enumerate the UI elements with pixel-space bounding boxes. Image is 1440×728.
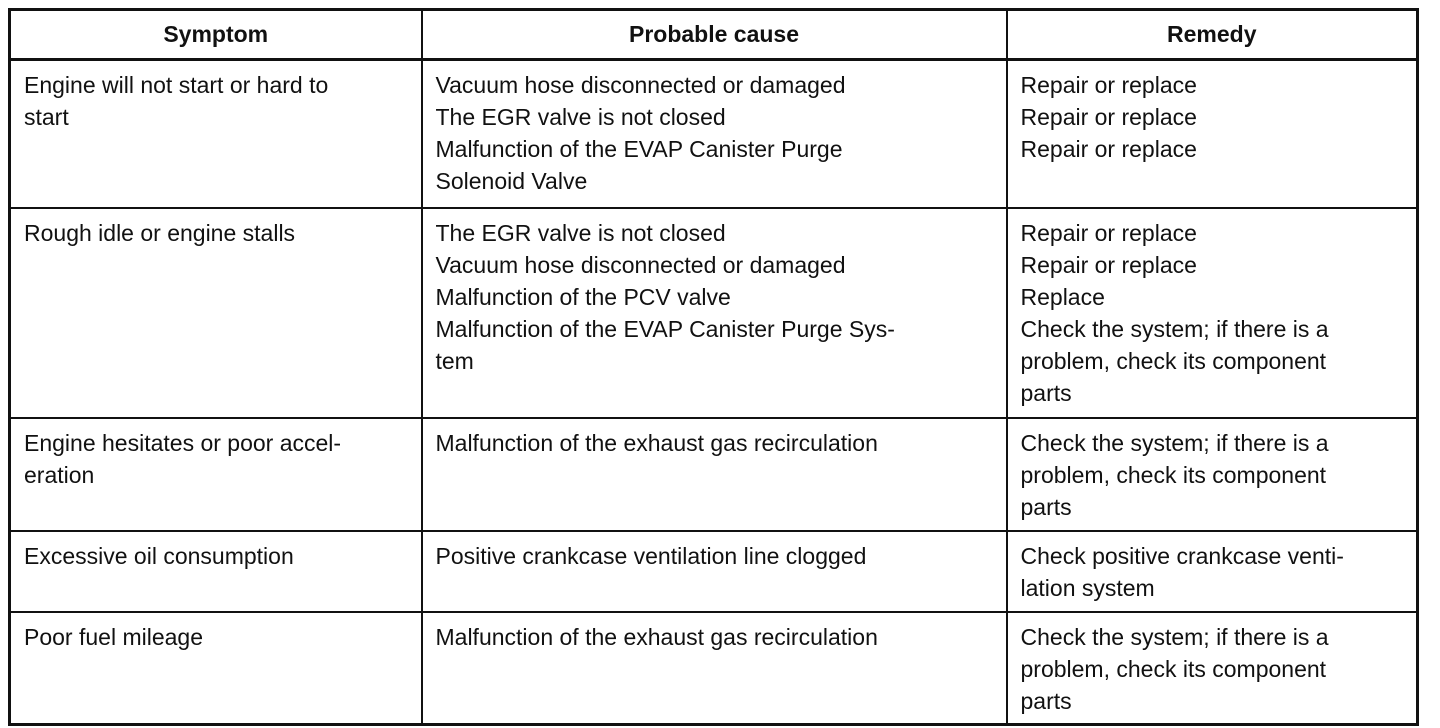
probable-cause-cell: Malfunction of the exhaust gas recirculation	[422, 612, 1007, 725]
header-remedy: Remedy	[1007, 10, 1418, 60]
troubleshooting-table	[8, 8, 1419, 726]
table-row	[10, 418, 1418, 531]
remedy-cell: Check positive crankcase venti- lation system	[1007, 531, 1418, 612]
probable-cause-cell: Vacuum hose disconnected or damaged The EGR valve is not closed Malfunction of the EVAP Canister Purge Solenoid Valve	[422, 60, 1007, 208]
remedy-cell: Check the system; if there is a problem, check its component parts	[1007, 418, 1418, 531]
symptom-cell: Rough idle or engine stalls	[10, 208, 422, 418]
probable-cause-cell: The EGR valve is not closed Vacuum hose disconnected or damaged Malfunction of the PCV valve Malfunction of the EVAP Canister Purge Sys- tem	[422, 208, 1007, 418]
troubleshooting-table-container	[8, 8, 1416, 726]
probable-cause-cell: Malfunction of the exhaust gas recirculation	[422, 418, 1007, 531]
table-row	[10, 60, 1418, 208]
symptom-cell: Engine hesitates or poor accel- eration	[10, 418, 422, 531]
header-probable-cause: Probable cause	[422, 10, 1007, 60]
symptom-cell: Engine will not start or hard to start	[10, 60, 422, 208]
table-row	[10, 612, 1418, 725]
remedy-cell: Repair or replace Repair or replace Repair or replace	[1007, 60, 1418, 208]
remedy-cell: Check the system; if there is a problem, check its component parts	[1007, 612, 1418, 725]
table-row	[10, 531, 1418, 612]
symptom-cell: Poor fuel mileage	[10, 612, 422, 725]
table-header-row	[10, 10, 1418, 60]
remedy-cell: Repair or replace Repair or replace Replace Check the system; if there is a problem, check its component parts	[1007, 208, 1418, 418]
symptom-cell: Excessive oil consumption	[10, 531, 422, 612]
table-row	[10, 208, 1418, 418]
probable-cause-cell: Positive crankcase ventilation line clogged	[422, 531, 1007, 612]
header-symptom: Symptom	[10, 10, 422, 60]
